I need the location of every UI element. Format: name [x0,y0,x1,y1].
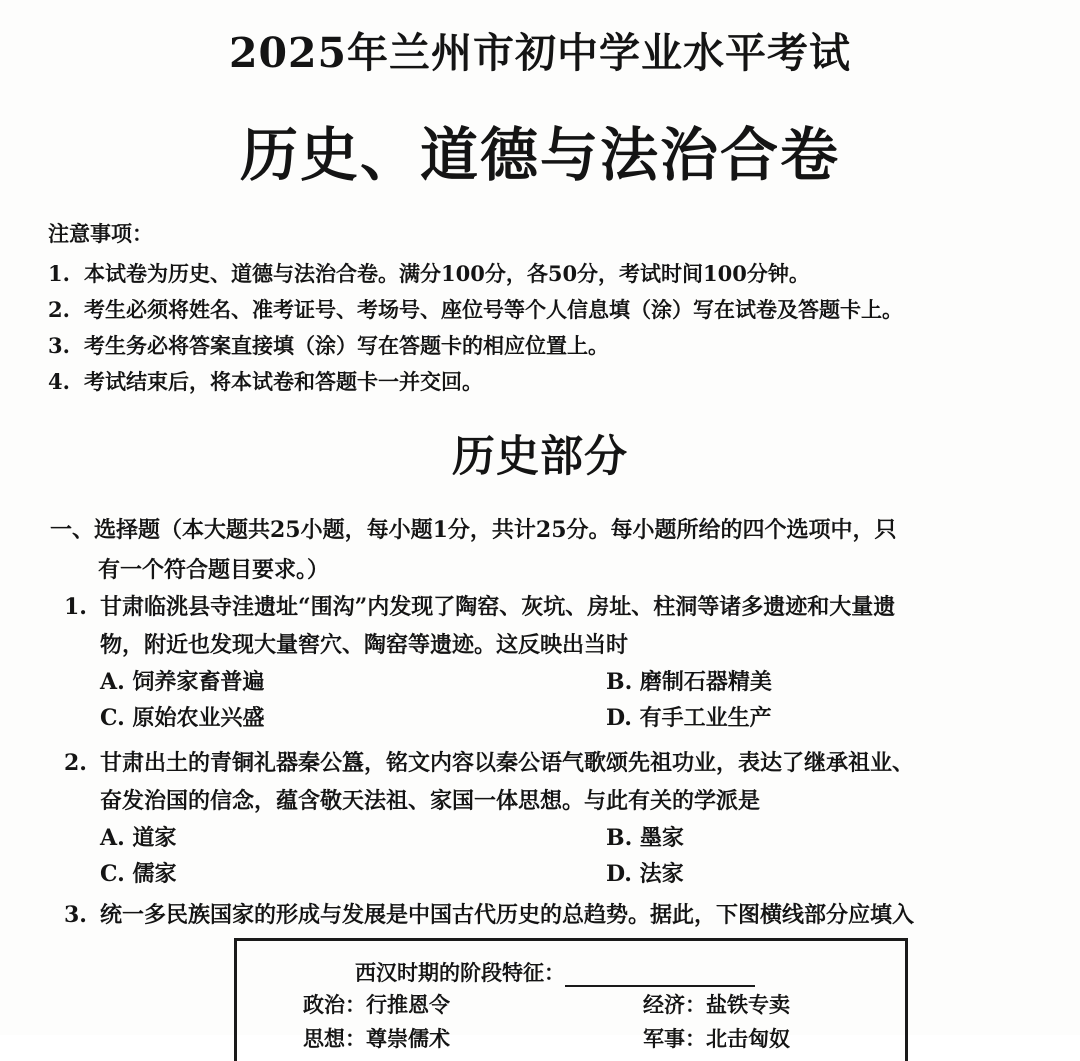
option-a[interactable]: A. 道家 [100,825,177,851]
question-stem-line1: 统一多民族国家的形成与发展是中国古代历史的总趋势。据此，下图横线部分应填入 [100,902,915,928]
question-1 [64,588,1044,736]
part-title: 历史部分 [452,432,628,482]
question-number: 3. [64,902,87,928]
notice-item-text: 考试结束后，将本试卷和答题卡一并交回。 [84,369,483,394]
paper-title: 历史、道德与法治合卷 [239,121,840,189]
notice-item-number: 4. [48,369,70,394]
table-cell-economy: 经济：盐铁专卖 [643,993,790,1017]
question-stem-line2: 物，附近也发现大量窖穴、陶窑等遗迹。这反映出当时 [100,632,629,658]
table-cell-politics: 政治：行推恩令 [303,993,450,1017]
notice-item-number: 1. [48,261,70,286]
notice-list [48,256,903,400]
option-b[interactable]: B. 墨家 [606,825,684,851]
question-number: 2. [64,750,87,776]
notice-item-number: 2. [48,297,70,322]
section-heading [50,510,1030,590]
notice-item-number: 3. [48,333,70,358]
option-a[interactable]: A. 饲养家畜普遍 [100,669,265,695]
notice-item-text: 本试卷为历史、道德与法治合卷。满分100分，各50分，考试时间100分钟。 [84,261,810,286]
table-cell-thought: 思想：尊崇儒术 [303,1027,450,1051]
question-3 [64,896,1044,934]
question-stem-line2: 奋发治国的信念，蕴含敬天法祖、家国一体思想。与此有关的学派是 [100,788,761,814]
table-heading-row [355,957,755,987]
option-b[interactable]: B. 磨制石器精美 [606,669,772,695]
table-cell-military: 军事：北击匈奴 [643,1027,790,1051]
option-d[interactable]: D. 法家 [606,861,684,887]
notice-item-text: 考生必须将姓名、准考证号、考场号、座位号等个人信息填（涂）写在试卷及答题卡上。 [84,297,903,322]
option-d[interactable]: D. 有手工业生产 [606,705,772,731]
section-heading-line2: 有一个符合题目要求。） [98,557,330,583]
notice-item [48,292,903,328]
stage-features-table [234,938,908,1061]
question-number: 1. [64,594,87,620]
notice-heading: 注意事项： [48,221,153,246]
table-heading: 西汉时期的阶段特征： [355,961,565,985]
section-heading-line1: 一、选择题（本大题共25小题，每小题1分，共计25分。每小题所给的四个选项中，只 [50,517,897,543]
notice-item-text: 考生务必将答案直接填（涂）写在答题卡的相应位置上。 [84,333,609,358]
question-2 [64,744,1044,892]
notice-item [48,256,903,292]
question-stem-line1: 甘肃临洮县寺洼遗址“围沟”内发现了陶窑、灰坑、房址、柱洞等诸多遗迹和大量遗 [100,594,896,620]
option-grid [64,664,1044,736]
exam-title: 2025年兰州市初中学业水平考试 [228,29,852,77]
question-stem-line1: 甘肃出土的青铜礼器秦公簋，铭文内容以秦公语气歌颂先祖功业，表达了继承祖业、 [100,750,915,776]
notice-item [48,328,903,364]
notice-item [48,364,903,400]
option-c[interactable]: C. 原始农业兴盛 [100,705,265,731]
answer-blank [565,963,755,987]
option-grid [64,820,1044,892]
option-c[interactable]: C. 儒家 [100,861,177,887]
